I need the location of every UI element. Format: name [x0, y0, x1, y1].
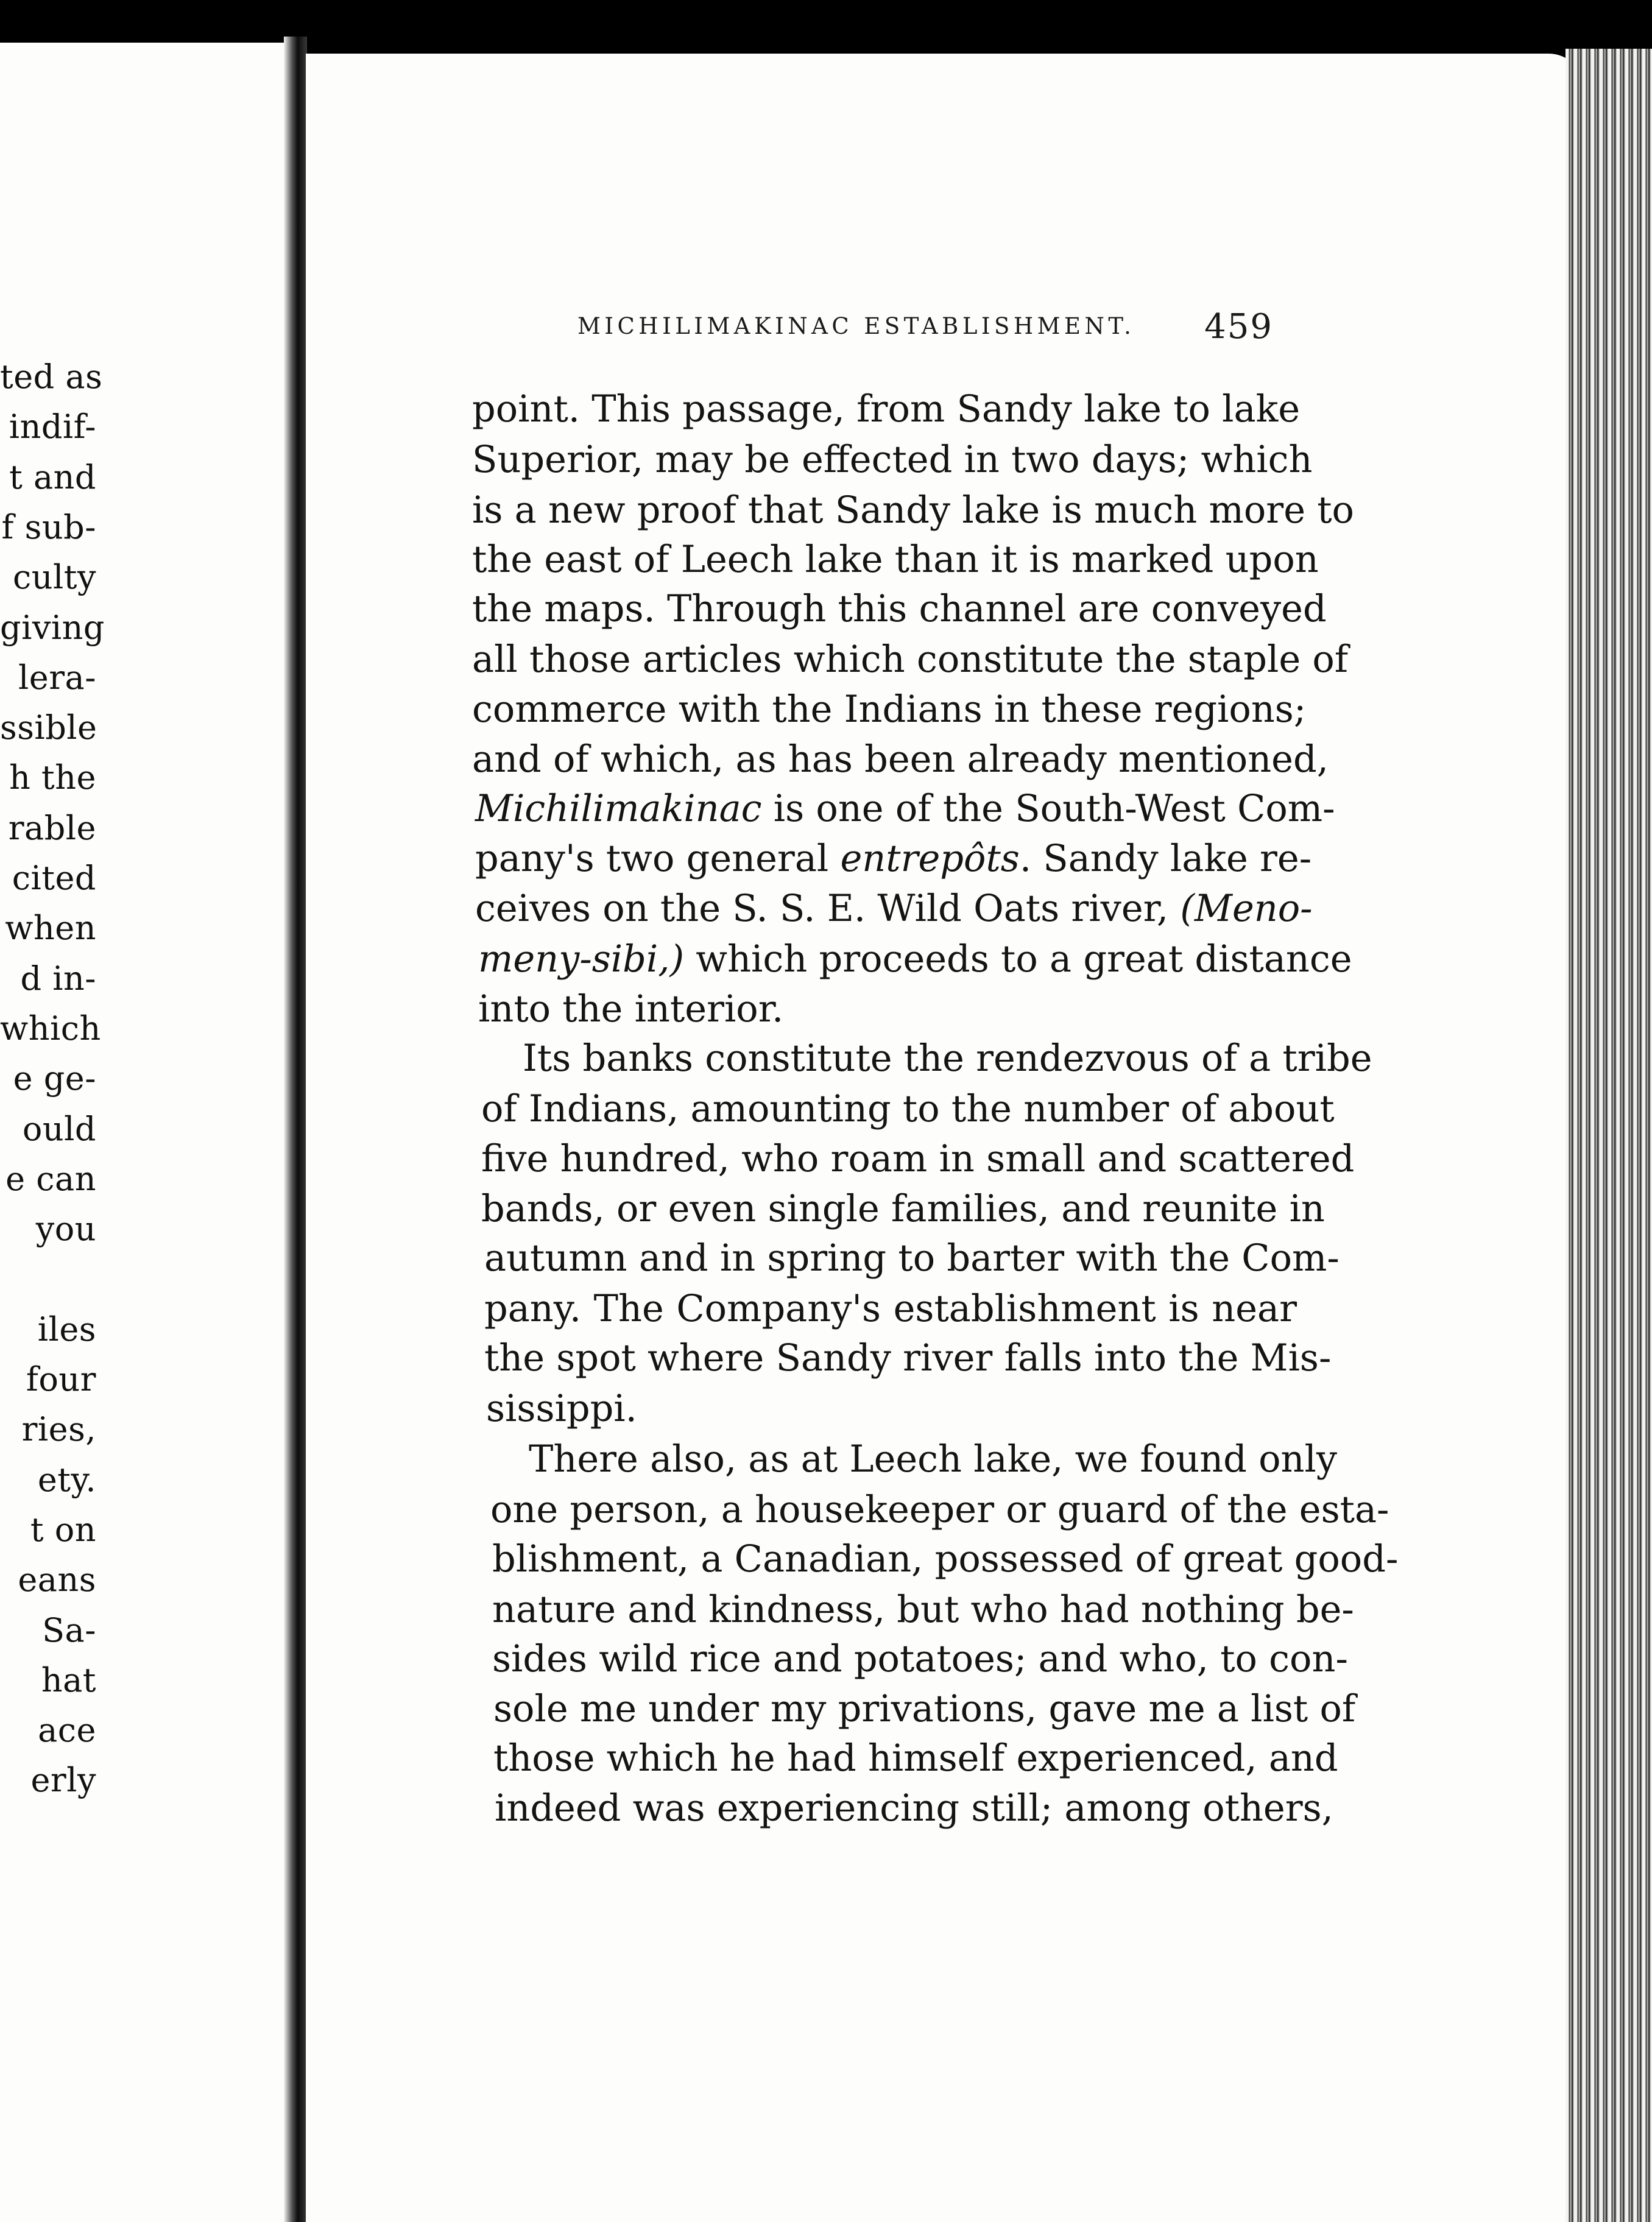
- line-text: into the interior.: [478, 988, 784, 1031]
- line-text: pany's two general: [475, 838, 841, 880]
- line-text: five hundred, who roam in small and scattered: [481, 1138, 1355, 1180]
- left-page-line: t on: [30, 1510, 96, 1549]
- left-page-line: hat: [41, 1660, 96, 1699]
- book-gutter: [284, 37, 307, 2222]
- line-text: pany. The Company's establishment is near: [484, 1288, 1297, 1330]
- text-line: [481, 1088, 1335, 1130]
- left-page-line: four: [26, 1360, 96, 1398]
- page-edges: [1566, 49, 1652, 2222]
- left-page-line: e can: [5, 1159, 96, 1198]
- line-text: the maps. Through this channel are conveyed: [472, 588, 1327, 630]
- left-page-line: Sa-: [42, 1610, 96, 1649]
- left-page-line: eans: [18, 1561, 96, 1599]
- line-text: is one of the South-West Com-: [761, 788, 1335, 830]
- text-line: [472, 439, 1313, 481]
- text-line: [475, 887, 1313, 930]
- line-text: autumn and in spring to barter with the Com-: [484, 1237, 1340, 1280]
- text-line: [492, 1589, 1354, 1631]
- left-page-line: lera-: [18, 658, 96, 697]
- left-page-line: ace: [38, 1711, 96, 1750]
- text-line: [472, 588, 1327, 630]
- text-line: [472, 638, 1349, 681]
- left-page-line: cited: [12, 859, 96, 897]
- line-text: the spot where Sandy river falls into the Mis-: [484, 1337, 1332, 1380]
- running-title: MICHILIMAKINAC ESTABLISHMENT.: [577, 313, 1135, 339]
- line-text: the east of Leech lake than it is marked upon: [472, 538, 1319, 581]
- left-page-line: t and: [9, 457, 96, 496]
- line-text: those which he had himself experienced, and: [493, 1737, 1338, 1780]
- text-line: [481, 1188, 1325, 1230]
- text-line: [486, 1388, 637, 1430]
- left-page-line: erly: [30, 1761, 96, 1800]
- line-text: and of which, as has been already mentioned,: [472, 738, 1329, 781]
- italic-text: entrepôts: [840, 838, 1020, 880]
- line-text: blishment, a Canadian, possessed of great good-: [492, 1538, 1399, 1581]
- text-line: [472, 538, 1319, 581]
- left-page-line: indif-: [9, 407, 96, 446]
- left-page-line: giving: [0, 608, 105, 647]
- line-text: commerce with the Indians in these regions;: [472, 688, 1307, 731]
- text-line: [529, 1438, 1338, 1481]
- left-page-line: rable: [8, 808, 96, 847]
- left-page-line: ries,: [21, 1410, 96, 1449]
- text-line: [523, 1037, 1372, 1080]
- text-line: [475, 788, 1335, 830]
- line-text: one person, a housekeeper or guard of the esta-: [490, 1489, 1389, 1531]
- text-line: [493, 1688, 1356, 1730]
- line-text: indeed was experiencing still; among others,: [495, 1787, 1333, 1830]
- line-text: Superior, may be effected in two days; which: [472, 439, 1313, 481]
- text-line: [475, 838, 1312, 880]
- left-page-line: which: [0, 1009, 101, 1048]
- text-line: [472, 489, 1354, 532]
- text-line: [493, 1737, 1338, 1780]
- text-line: [484, 1237, 1340, 1280]
- left-page-line: ted as: [0, 358, 103, 396]
- line-text: sides wild rice and potatoes; and who, to con-: [492, 1638, 1348, 1681]
- left-page-line: ould: [22, 1109, 96, 1148]
- line-text: sole me under my privations, gave me a list of: [493, 1688, 1356, 1730]
- left-page-line: e ge-: [13, 1059, 96, 1098]
- text-line: [472, 688, 1307, 731]
- left-page-line: f sub-: [1, 507, 96, 546]
- italic-text: (Meno-: [1180, 887, 1313, 930]
- line-text: of Indians, amounting to the number of about: [481, 1088, 1335, 1130]
- left-page-line: ety.: [37, 1460, 96, 1499]
- text-line: [472, 388, 1301, 431]
- italic-text: Michilimakinac: [475, 788, 762, 830]
- left-page-line: iles: [37, 1310, 96, 1349]
- page-number: 459: [1204, 307, 1273, 347]
- line-text: . Sandy lake re-: [1019, 838, 1312, 880]
- text-line: [495, 1787, 1333, 1830]
- left-page-line: h the: [9, 758, 96, 797]
- left-page: [0, 43, 285, 2222]
- text-line: [478, 988, 784, 1031]
- text-line: [484, 1288, 1297, 1330]
- line-text: sissippi.: [486, 1388, 637, 1430]
- line-text: nature and kindness, but who had nothing be-: [492, 1589, 1354, 1631]
- line-text: all those articles which constitute the staple of: [472, 638, 1349, 681]
- line-text: which proceeds to a great distance: [684, 938, 1352, 981]
- running-head: [577, 307, 1302, 347]
- line-text: There also, as at Leech lake, we found only: [529, 1438, 1338, 1481]
- text-line: [481, 1138, 1355, 1180]
- left-page-line: culty: [13, 558, 96, 597]
- line-text: is a new proof that Sandy lake is much more to: [472, 489, 1354, 532]
- text-line: [484, 1337, 1332, 1380]
- text-line: [490, 1489, 1389, 1531]
- italic-text: meny-sibi,): [478, 938, 685, 981]
- left-page-line: d in-: [20, 959, 96, 998]
- text-line: [492, 1538, 1399, 1581]
- line-text: ceives on the S. S. E. Wild Oats river,: [475, 887, 1181, 930]
- left-page-line: you: [35, 1210, 96, 1249]
- line-text: bands, or even single families, and reunite in: [481, 1188, 1325, 1230]
- text-line: [472, 738, 1329, 781]
- text-line: [492, 1638, 1348, 1681]
- line-text: point. This passage, from Sandy lake to lake: [472, 388, 1301, 431]
- left-page-line: ssible: [0, 708, 97, 747]
- left-page-line: when: [5, 909, 96, 948]
- line-text: Its banks constitute the rendezvous of a tribe: [523, 1037, 1372, 1080]
- text-line: [478, 938, 1352, 981]
